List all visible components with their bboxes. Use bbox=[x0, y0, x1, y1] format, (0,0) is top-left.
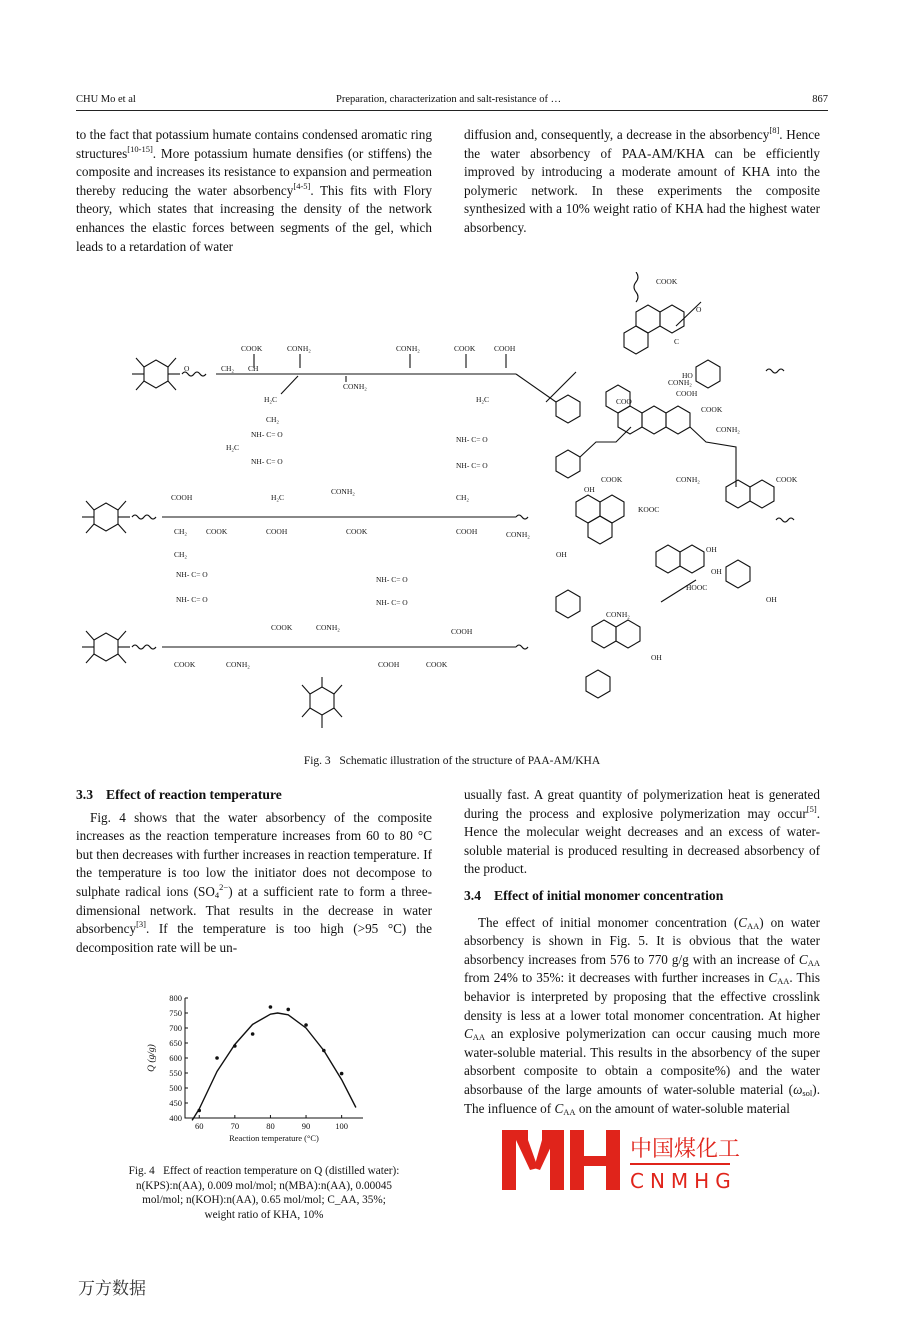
atom-label: COOH bbox=[676, 389, 698, 398]
caption-text: weight ratio of KHA, 10% bbox=[204, 1208, 324, 1221]
chemical-structure-diagram bbox=[76, 272, 828, 742]
atom-label: H₂C bbox=[476, 395, 490, 404]
citation: [5] bbox=[806, 803, 817, 814]
citation: [3] bbox=[136, 919, 146, 930]
running-header bbox=[76, 94, 828, 111]
atom-label: CONH₂ bbox=[716, 425, 740, 434]
atom-label: CONH₂ bbox=[343, 382, 367, 391]
y-tick-label: 600 bbox=[169, 1053, 182, 1063]
symbol: C bbox=[554, 1100, 564, 1116]
atom-label: O bbox=[696, 305, 702, 314]
y-tick-label: 800 bbox=[169, 993, 182, 1003]
section-3-3 bbox=[76, 786, 432, 957]
atom-label: OH bbox=[766, 595, 777, 604]
y-tick-label: 750 bbox=[169, 1008, 182, 1018]
atom-label: OH bbox=[584, 485, 595, 494]
data-point bbox=[251, 1032, 255, 1036]
subscript: AA bbox=[472, 1032, 486, 1043]
text-run: diffusion and, consequently, a decrease in the absorbency bbox=[464, 127, 770, 142]
subscript: AA bbox=[563, 1106, 576, 1117]
caption-label: Fig. 3 bbox=[303, 755, 331, 767]
y-tick-label: 450 bbox=[169, 1098, 182, 1108]
atom-label: COOK bbox=[174, 660, 196, 669]
atom-label: OH bbox=[706, 545, 717, 554]
section-3-4-paragraph bbox=[464, 914, 820, 1119]
atom-label: CONH₂ bbox=[287, 344, 311, 353]
y-tick-label: 550 bbox=[169, 1068, 182, 1078]
atom-label: NH- C= O bbox=[176, 570, 208, 579]
y-tick-label: 500 bbox=[169, 1083, 182, 1093]
data-point bbox=[304, 1023, 308, 1027]
x-tick-label: 100 bbox=[335, 1121, 349, 1131]
atom-label: COOK bbox=[601, 475, 623, 484]
atom-label: O bbox=[184, 364, 190, 373]
atom-label: OH bbox=[556, 550, 567, 559]
atom-label: H₂C bbox=[271, 493, 285, 502]
benzene-ring-3 bbox=[82, 631, 130, 663]
atom-label: CH₂ bbox=[221, 364, 235, 373]
data-point bbox=[215, 1056, 219, 1060]
data-point bbox=[197, 1109, 201, 1113]
atom-label: NH- C= O bbox=[456, 435, 488, 444]
citation: [10-15] bbox=[127, 143, 153, 154]
section-title: Effect of initial monomer concentration bbox=[494, 887, 724, 903]
header-authors: CHU Mo et al bbox=[76, 94, 136, 105]
atom-label: COOH bbox=[171, 493, 193, 502]
text-run: ). The influence of bbox=[464, 1081, 820, 1116]
x-tick-label: 70 bbox=[230, 1121, 240, 1131]
text-run: ) at a sufficient rate to form a three-dimensional network. That results in the decrease in water absorbency bbox=[76, 883, 432, 937]
temperature-absorbency-plot bbox=[140, 990, 380, 1155]
caption-text: mol/mol; n(KOH):n(AA), 0.65 mol/mol; C_AA, 35%; bbox=[142, 1194, 386, 1206]
figure-3-caption bbox=[76, 754, 828, 769]
atom-label: COO bbox=[616, 397, 632, 406]
atom-label: COOH bbox=[378, 660, 400, 669]
atom-label: CONH₂ bbox=[316, 623, 340, 632]
text-run: . Hence the molecular weight decreases and an excess of water-soluble material is produced resulting in decreased absorbency of the product. bbox=[464, 805, 820, 877]
atom-label: CONH₂ bbox=[226, 660, 250, 669]
atom-label: CONH₂ bbox=[396, 344, 420, 353]
atom-label: COOK bbox=[271, 623, 293, 632]
y-axis-label: Q (g/g) bbox=[147, 1044, 157, 1072]
atom-label: C bbox=[674, 337, 680, 346]
header-running-title: Preparation, characterization and salt-resistance of … bbox=[336, 94, 562, 105]
text-run: ause of the large amounts of water-soluble material ( bbox=[499, 1081, 794, 1097]
text-run: ) on water absorbency is shown in Fig. 5. It is obvious that the water absorbency increases from 576 to 770 g/g with an increase of bbox=[464, 914, 820, 967]
symbol: C bbox=[464, 1026, 473, 1042]
atom-label: NH- C= O bbox=[376, 598, 408, 607]
text-run: . More potassium humate densifies (or stiffens) the composite and increases its resistance to expansion and permeation thereby reducing the water absorbency bbox=[76, 145, 432, 198]
y-tick-label: 700 bbox=[169, 1023, 182, 1033]
atom-label: COOK bbox=[241, 344, 263, 353]
text-run: . This behavior is interpreted by proposing that the effective crosslink density is less at a lower total monomer concentration. At higher bbox=[464, 970, 820, 1023]
top-left-paragraph bbox=[76, 126, 432, 256]
benzene-ring-4 bbox=[302, 677, 342, 728]
subscript: sol bbox=[802, 1087, 813, 1098]
figure-3-structure bbox=[76, 272, 828, 742]
text-run: . This fits with Flory theory, which states that increasing the density of the network enhances the elastic forces between segments of the gel, which leads to a retardation of water bbox=[76, 182, 432, 254]
data-point bbox=[340, 1072, 344, 1076]
text-run: from 24% to 35%: it decreases with further increases in bbox=[464, 970, 769, 986]
wanfang-data-mark: 万方数据 bbox=[78, 1279, 146, 1299]
text-run: Fig. 4 shows that the water absorbency of the composite increases as the reaction temperature increases from 60 to 80 °C but then decreases with further increases in reaction temperature. If the temperature is too low the initiator does not decompose to sulphate radical ions (SO bbox=[76, 809, 432, 899]
atom-label: OH bbox=[711, 567, 722, 576]
symbol: C bbox=[798, 951, 808, 967]
symbol: C bbox=[768, 970, 778, 986]
atom-label: COOK bbox=[454, 344, 476, 353]
watermark-chinese: 中国煤化工 bbox=[630, 1137, 741, 1162]
figure-4-caption bbox=[76, 1164, 452, 1222]
y-tick-label: 650 bbox=[169, 1038, 182, 1048]
atom-label: COOH bbox=[451, 627, 473, 636]
atom-label: COOK bbox=[656, 277, 678, 286]
x-tick-label: 60 bbox=[194, 1121, 204, 1131]
atom-label: CONH₂ bbox=[668, 378, 692, 387]
y-tick-label: 400 bbox=[169, 1113, 182, 1123]
chart-axes bbox=[185, 998, 363, 1118]
atom-label: COOK bbox=[701, 405, 723, 414]
x-axis-label: Reaction temperature (°C) bbox=[229, 1133, 319, 1143]
atom-label: KOOC bbox=[638, 505, 660, 514]
atom-label: COOK bbox=[776, 475, 798, 484]
atom-label: NH- C= O bbox=[251, 430, 283, 439]
data-point bbox=[233, 1044, 237, 1048]
cnmhg-watermark bbox=[490, 1128, 825, 1192]
atom-label: CONH₂ bbox=[331, 487, 355, 496]
right-column-lower bbox=[464, 786, 820, 1118]
citation: [4-5] bbox=[293, 180, 311, 191]
atom-label: HOOC bbox=[686, 583, 708, 592]
caption-text: Schematic illustration of the structure of PAA-AM/KHA bbox=[339, 755, 601, 767]
benzene-ring-1 bbox=[132, 358, 180, 390]
atom-label: COOH bbox=[494, 344, 516, 353]
text-run: %) and the water absorb bbox=[464, 1063, 820, 1097]
humate-polycyclic-cluster bbox=[516, 272, 794, 698]
fit-curve bbox=[192, 1013, 356, 1120]
atom-label: CH₂ bbox=[456, 493, 470, 502]
caption-text: n(KPS):n(AA), 0.009 mol/mol; n(MBA):n(AA), 0.00045 bbox=[135, 1179, 393, 1192]
atom-label: CONH₂ bbox=[606, 610, 630, 619]
subscript: AA bbox=[807, 957, 820, 968]
x-tick-label: 80 bbox=[266, 1121, 275, 1131]
atom-label: COOH bbox=[266, 527, 288, 536]
data-point bbox=[322, 1049, 326, 1053]
atom-label: H₂C bbox=[264, 395, 278, 404]
text-run: an explosive polymerization can occur causing much more water-soluble material. This results in the absorbency of the super absorbent composite bbox=[464, 1026, 820, 1079]
top-right-paragraph bbox=[464, 126, 820, 238]
section-number: 3.4 bbox=[464, 887, 481, 903]
text-run: to obtain a composite bbox=[577, 1063, 715, 1079]
atom-label: CONH₂ bbox=[506, 530, 530, 539]
atom-label: CONH₂ bbox=[676, 475, 700, 484]
section-number: 3.3 bbox=[76, 787, 93, 802]
subscript: AA bbox=[747, 920, 760, 931]
atom-label: HO bbox=[682, 371, 693, 380]
watermark-latin: CNMHG bbox=[630, 1169, 737, 1192]
subscript: AA bbox=[777, 976, 790, 987]
citation: [8] bbox=[769, 125, 780, 135]
atom-label: COOK bbox=[346, 527, 368, 536]
benzene-ring-2 bbox=[82, 501, 130, 533]
subscript: 4 bbox=[214, 889, 220, 900]
text-run: to the fact that potassium humate contains condensed aromatic ring structures bbox=[76, 127, 432, 161]
atom-label: NH- C= O bbox=[456, 461, 488, 470]
section-heading bbox=[464, 887, 820, 906]
atom-label: CH₂ bbox=[174, 527, 188, 536]
atom-label: H₂C bbox=[226, 443, 240, 452]
symbol: ω bbox=[793, 1081, 803, 1097]
atom-label: OH bbox=[651, 653, 662, 662]
text-run: The effect of initial monomer concentration ( bbox=[478, 914, 739, 930]
data-point bbox=[269, 1005, 273, 1009]
atom-label: COOK bbox=[206, 527, 228, 536]
atom-label: NH- C= O bbox=[251, 457, 283, 466]
atom-label: NH- C= O bbox=[176, 595, 208, 604]
text-run: . Hence the water absorbency of PAA-AM/KHA can be efficiently improved by introducing a moderate amount of KHA into the polymeric network. In these experiments the composite synthesized with a 10% weight ratio of KHA had the highest water absorbency. bbox=[464, 127, 820, 235]
text-run: on the amount of water-soluble material bbox=[575, 1100, 790, 1116]
superscript: 2− bbox=[219, 881, 229, 892]
atom-label: CH bbox=[248, 364, 259, 373]
data-point bbox=[286, 1008, 290, 1012]
figure-4-chart bbox=[140, 990, 380, 1155]
symbol: C bbox=[738, 914, 748, 930]
text-run: . If the temperature is too high (>95 °C) the decomposition rate will be un- bbox=[76, 921, 432, 955]
atom-label: COOK bbox=[426, 660, 448, 669]
section-title: Effect of reaction temperature bbox=[106, 787, 282, 802]
text-run: usually fast. A great quantity of polymerization heat is generated during the process and explosive polymerization may occur bbox=[464, 787, 820, 821]
caption-label: Fig. 4 bbox=[128, 1165, 155, 1177]
x-tick-label: 90 bbox=[301, 1121, 311, 1131]
atom-label: NH- C= O bbox=[376, 575, 408, 584]
atom-label: COOH bbox=[456, 527, 478, 536]
header-page-number: 867 bbox=[812, 94, 828, 105]
section-heading bbox=[76, 786, 432, 805]
atom-label: CH₂ bbox=[266, 415, 280, 424]
atom-label: CH₂ bbox=[174, 550, 188, 559]
caption-text: Effect of reaction temperature on Q (distilled water): bbox=[163, 1165, 400, 1177]
cnmhg-logo bbox=[490, 1128, 825, 1192]
